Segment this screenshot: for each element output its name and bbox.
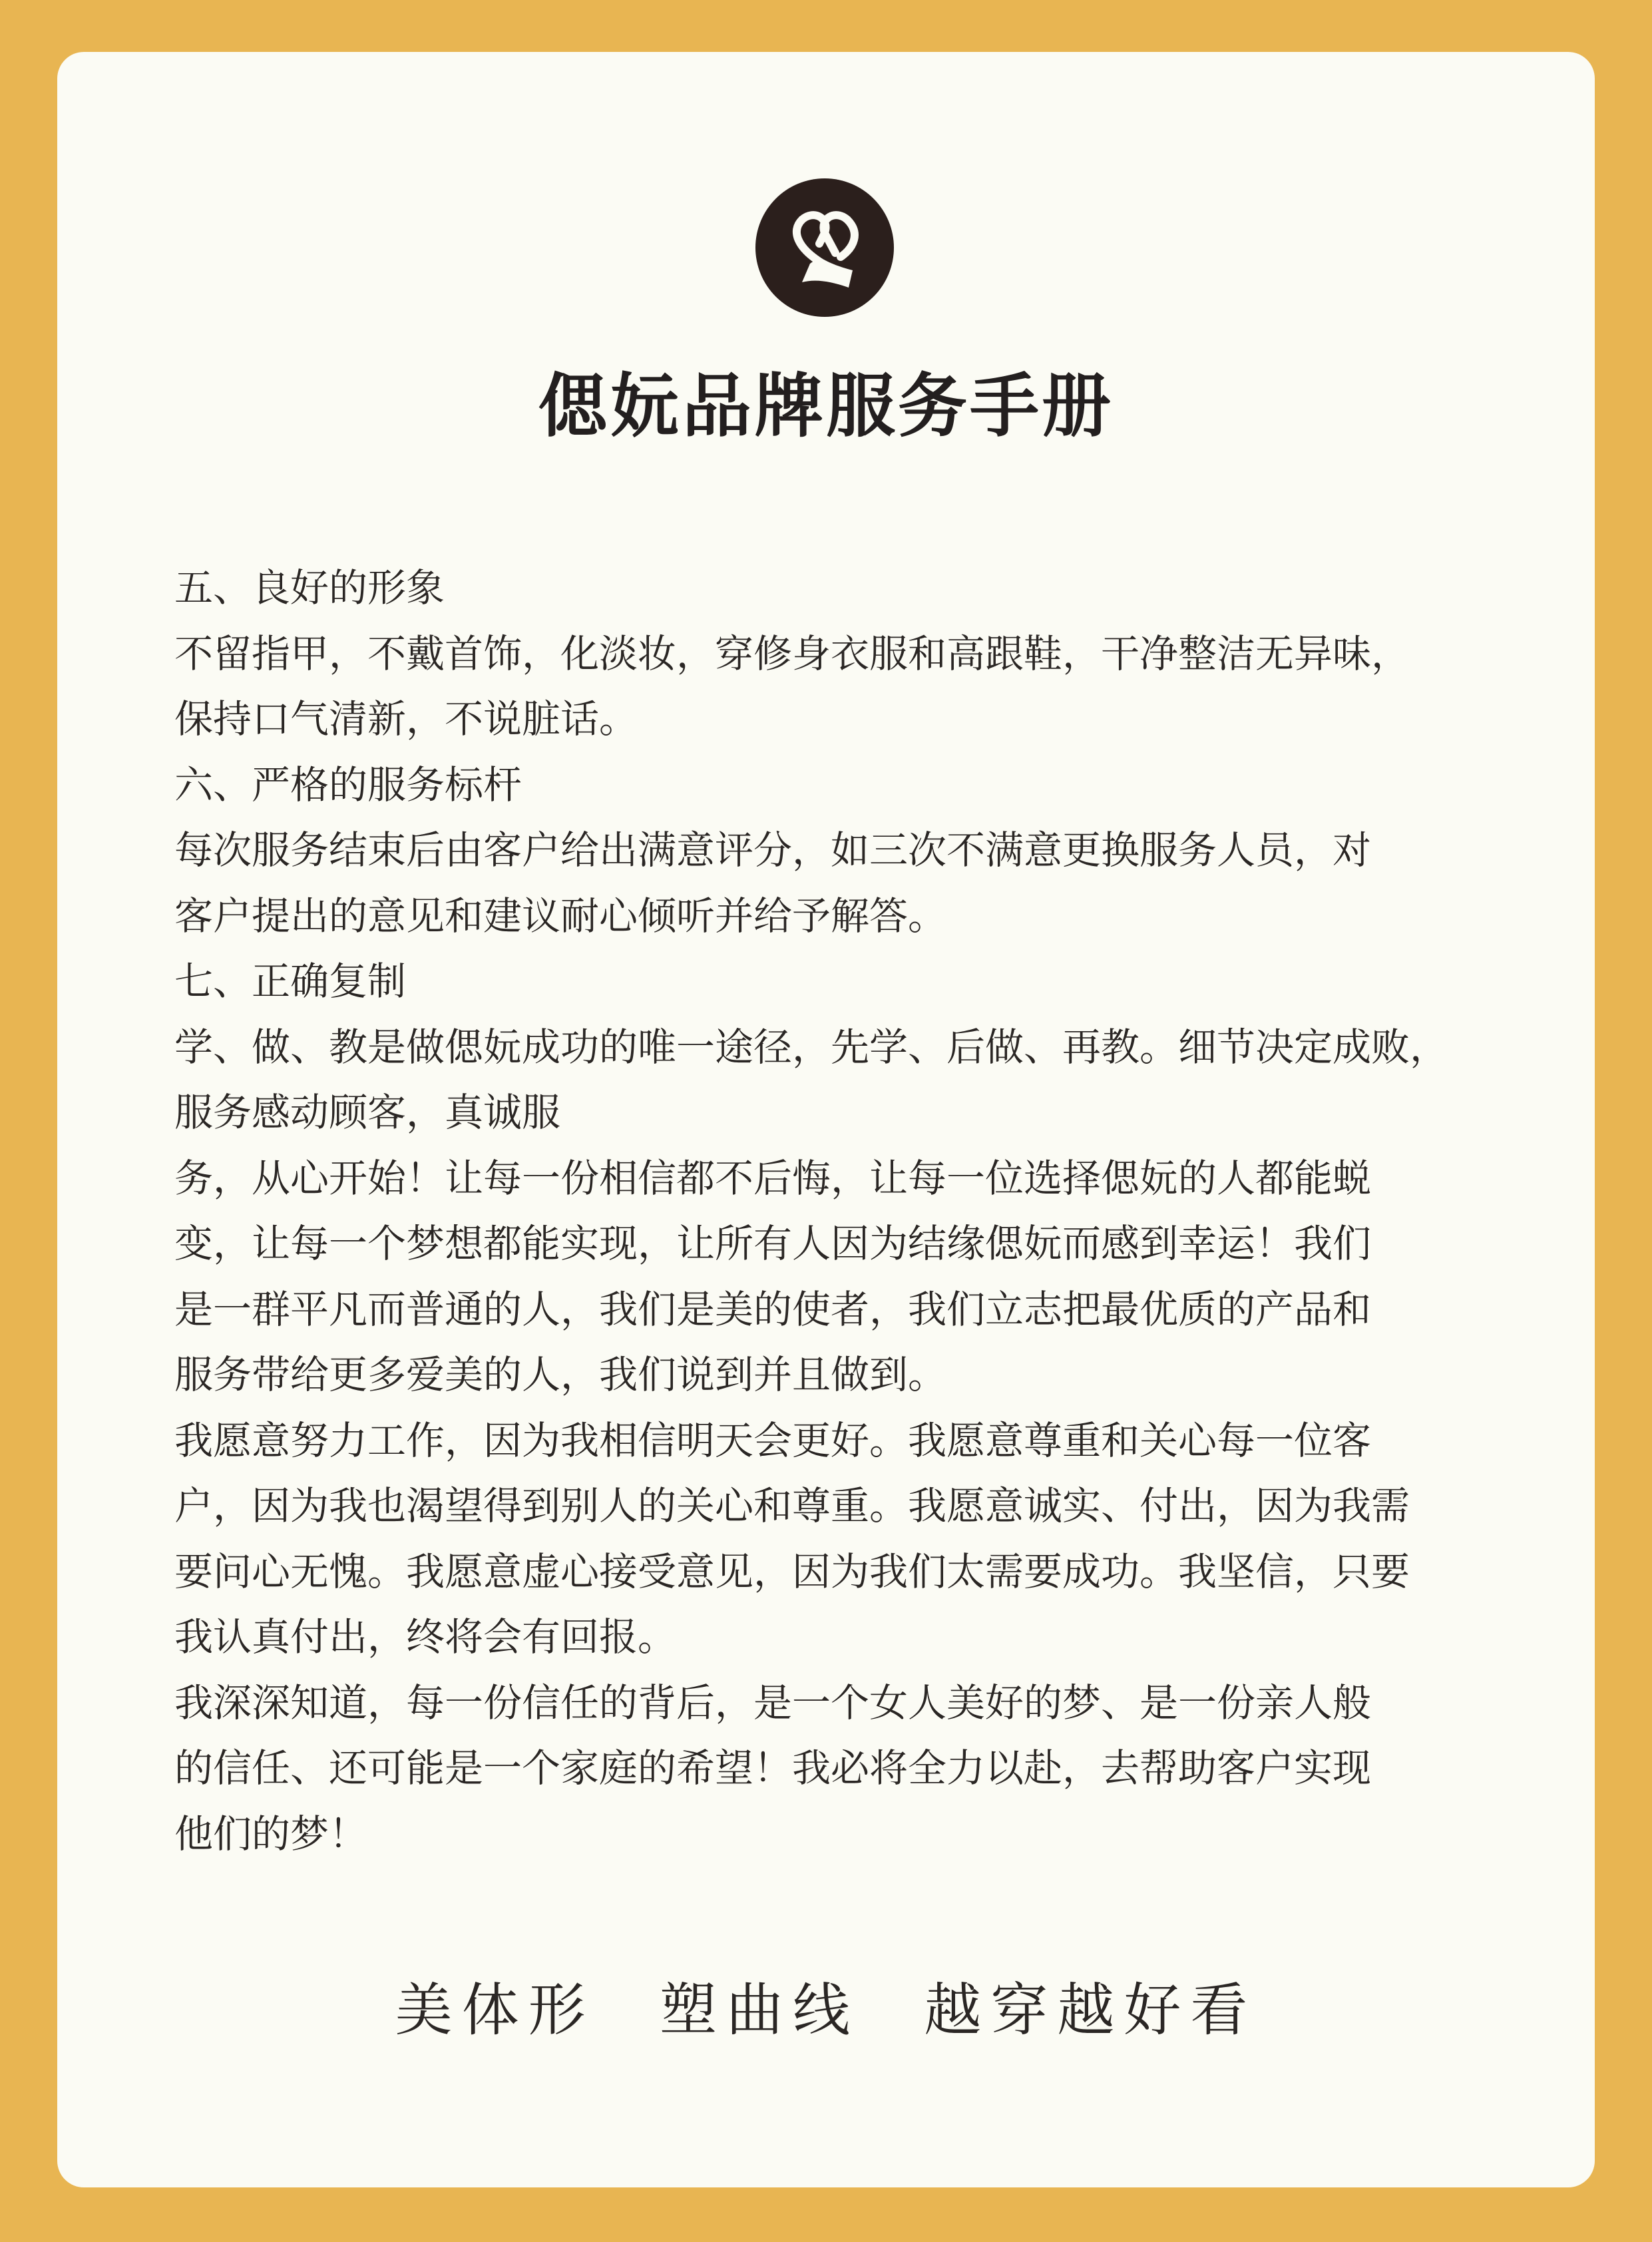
paragraph-line: 客户提出的意见和建议耐心倾听并给予解答。 xyxy=(174,893,947,939)
paragraph-line: 保持口气清新，不说脏话。 xyxy=(174,696,638,742)
paragraph-line: 我认真付出，终将会有回报。 xyxy=(174,1614,677,1660)
section-heading-image: 五、良好的形象 xyxy=(174,565,445,610)
section-heading-replicate: 七、正确复制 xyxy=(174,959,407,1004)
paragraph-line: 我深深知道，每一份信任的背后，是一个女人美好的梦、是一份亲人般 xyxy=(174,1680,1372,1725)
manual-body xyxy=(174,555,1492,1867)
paragraph-line: 每次服务结束后由客户给出满意评分，如三次不满意更换服务人员，对 xyxy=(174,827,1372,873)
paragraph-line: 是一群平凡而普通的人，我们是美的使者，我们立志把最优质的产品和 xyxy=(174,1286,1372,1332)
paragraph-line: 不留指甲，不戴首饰，化淡妆，穿修身衣服和高跟鞋，干净整洁无异味， xyxy=(174,630,1410,676)
brand-logo xyxy=(755,178,894,317)
slogan xyxy=(0,1970,1652,2050)
paragraph-line: 务，从心开始！让每一份相信都不后悔，让每一位选择偲妧的人都能蜕 xyxy=(174,1155,1372,1201)
paragraph-line: 他们的梦！ xyxy=(174,1811,368,1857)
slogan-part: 塑曲线 xyxy=(660,1977,859,2044)
paragraph-line: 要问心无愧。我愿意虚心接受意见，因为我们太需要成功。我坚信，只要 xyxy=(174,1548,1410,1594)
heart-hands-icon xyxy=(755,178,894,317)
paragraph-line: 服务带给更多爱美的人，我们说到并且做到。 xyxy=(174,1352,947,1397)
paragraph-line: 的信任、还可能是一个家庭的希望！我必将全力以赴，去帮助客户实现 xyxy=(174,1745,1372,1791)
paragraph-line: 变，让每一个梦想都能实现，让所有人因为结缘偲妧而感到幸运！我们 xyxy=(174,1221,1372,1266)
paragraph-line: 学、做、教是做偲妧成功的唯一途径，先学、后做、再教。细节决定成败， xyxy=(174,1024,1449,1070)
paragraph-line: 户，因为我也渴望得到别人的关心和尊重。我愿意诚实、付出，因为我需 xyxy=(174,1483,1410,1528)
paragraph-line: 我愿意努力工作，因为我相信明天会更好。我愿意尊重和关心每一位客 xyxy=(174,1417,1372,1463)
paragraph-line: 服务感动顾客，真诚服 xyxy=(174,1090,561,1135)
section-heading-standard: 六、严格的服务标杆 xyxy=(174,762,522,807)
slogan-part: 越穿越好看 xyxy=(924,1977,1257,2044)
slogan-part: 美体形 xyxy=(395,1977,595,2044)
page-title: 偲妧品牌服务手册 xyxy=(538,365,1114,447)
